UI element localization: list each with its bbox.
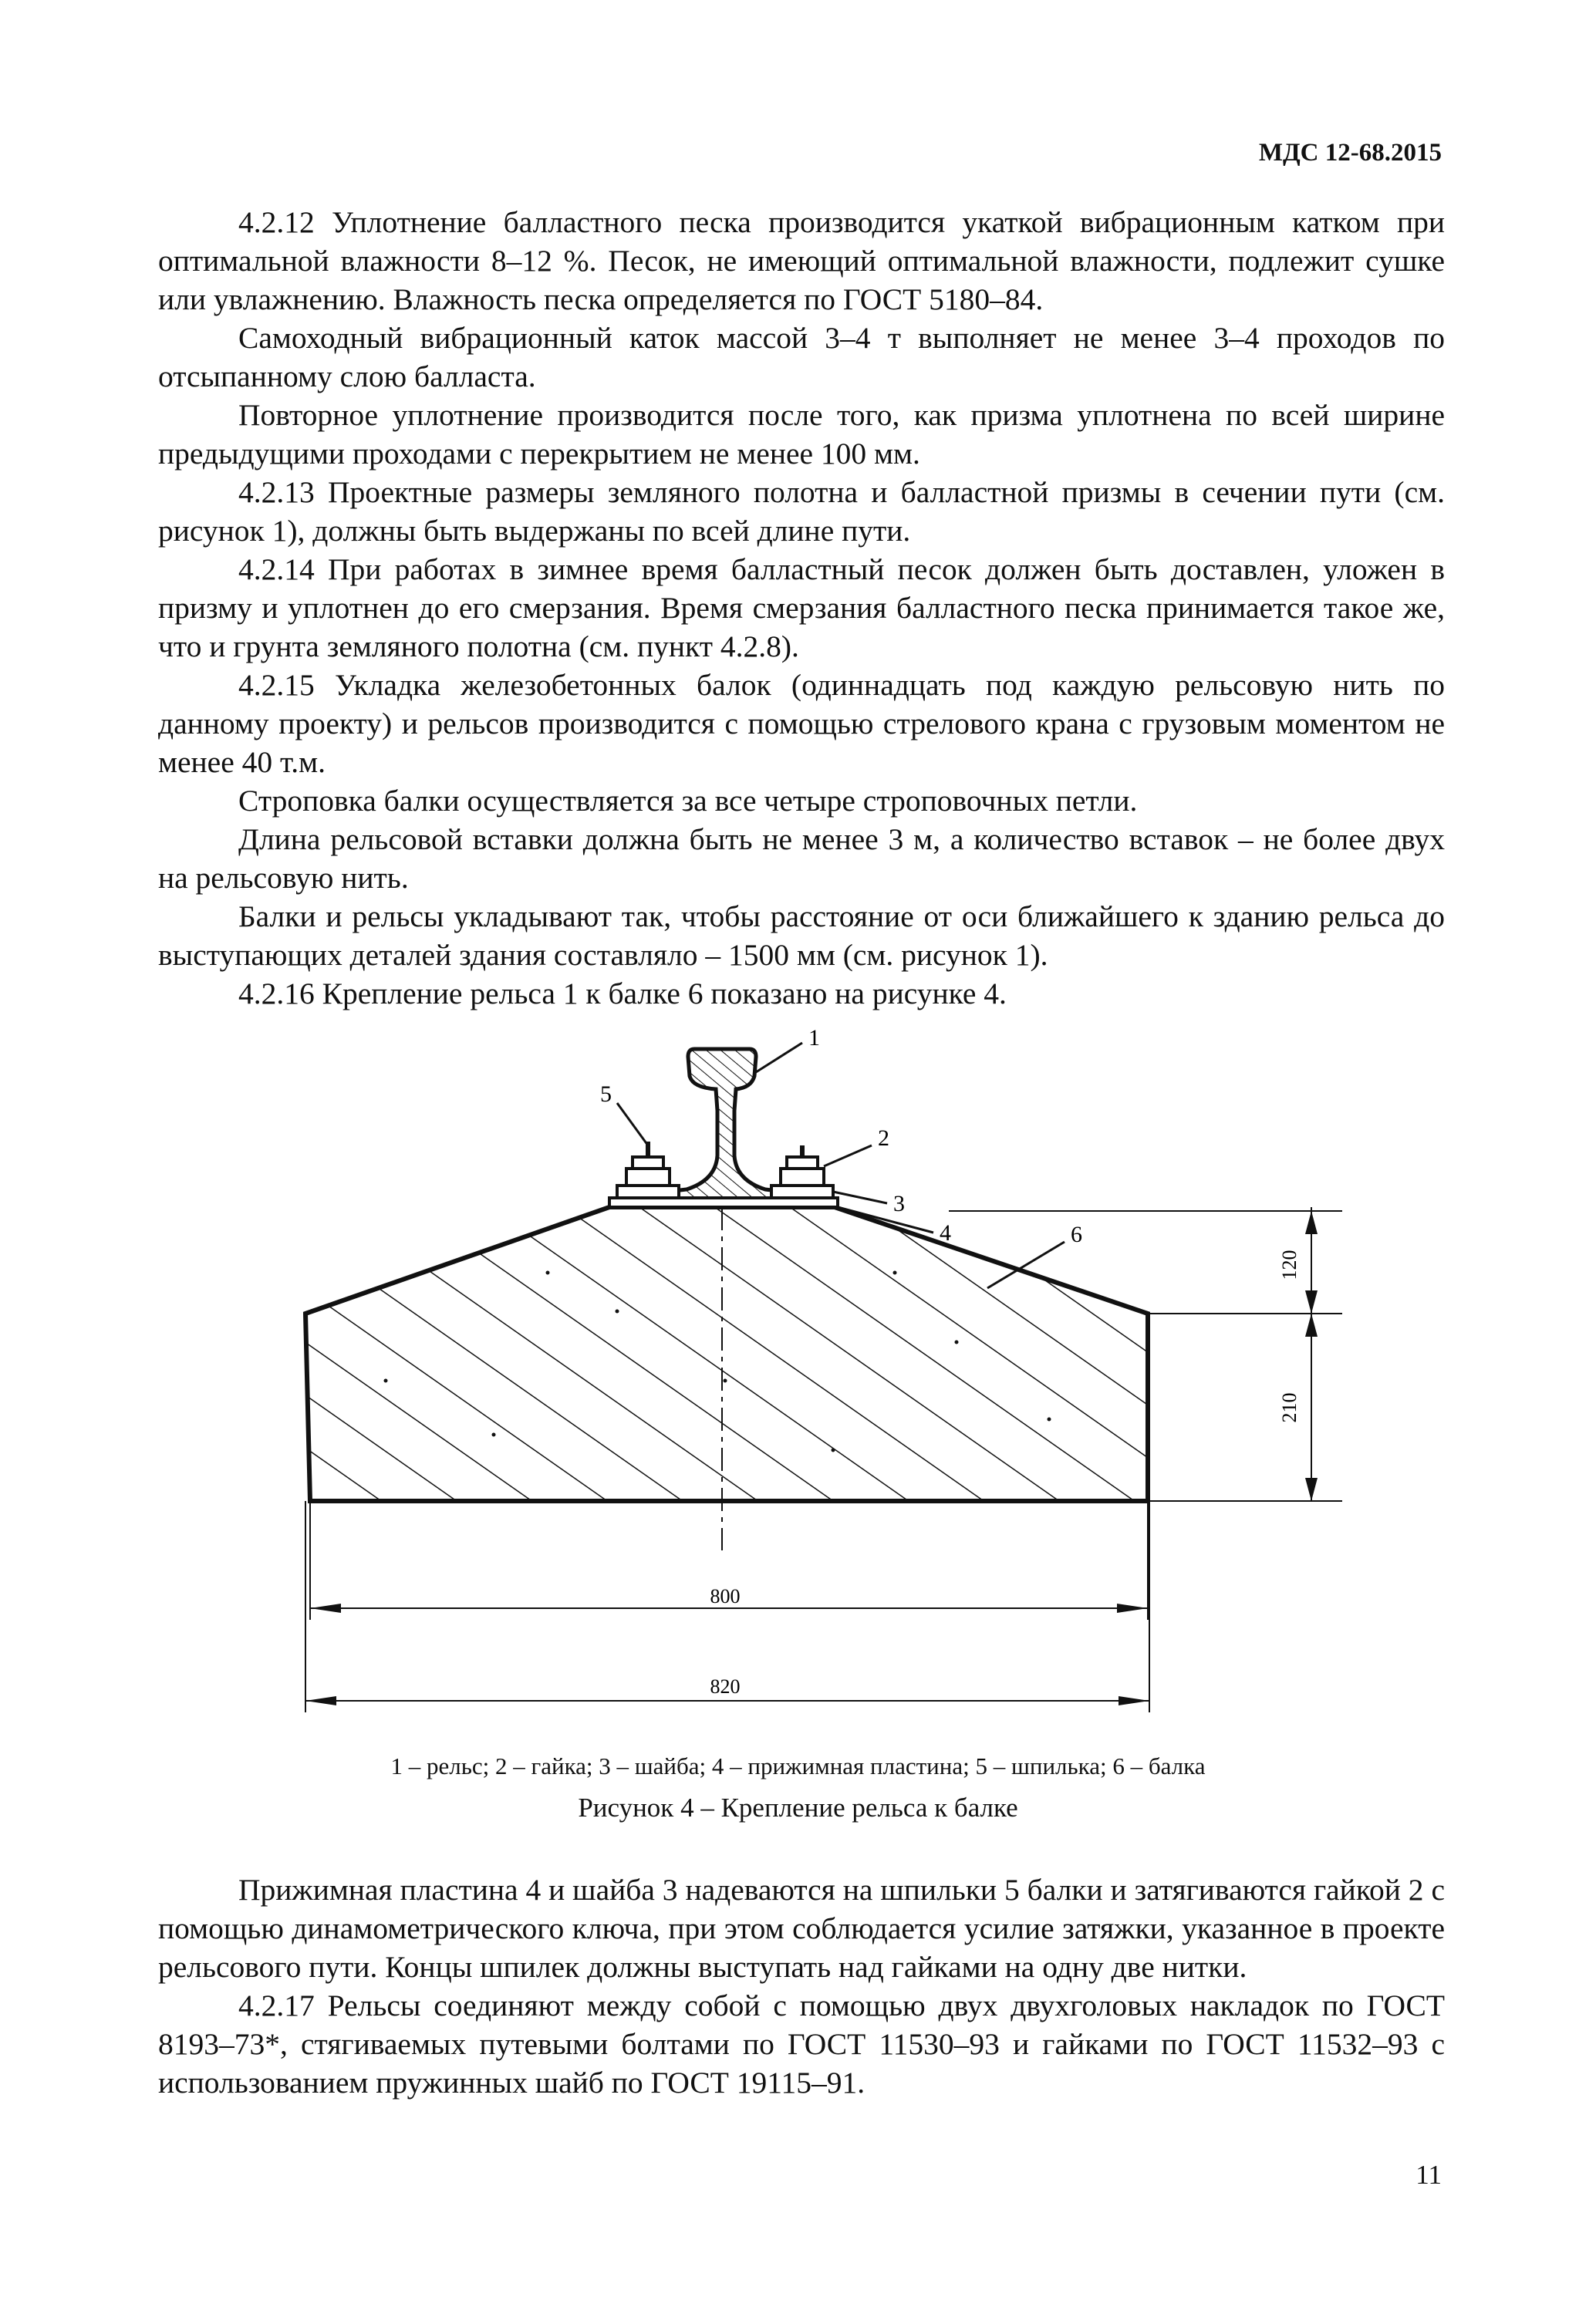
paragraph: 4.2.13 Проектные размеры земляного полотна и балластной призмы в сечении пути (см. рисунок 1), должны быть выдержаны по всей длине пути. <box>158 475 1445 548</box>
paragraph: Самоходный вибрационный каток массой 3–4 т выполняет не менее 3–4 проходов по отсыпанному слою балласта. <box>158 321 1445 393</box>
dimension-label: 820 <box>710 1675 741 1698</box>
paragraph: 4.2.12 Уплотнение балластного песка производится укаткой вибрационным катком при оптимальной влажности 8–12 %. Песок, не имеющий оптимальной влажности, подлежит сушке или увлажнению. Влажность песка определяется по ГОСТ 5180–84. <box>158 205 1445 316</box>
callout-label: 3 <box>893 1191 905 1216</box>
rail-fastening-drawing <box>293 1018 1342 1751</box>
paragraph: Повторное уплотнение производится после того, как призма уплотнена по всей ширине предыдущими проходами с перекрытием не менее 100 мм. <box>158 398 1445 471</box>
figure-legend: 1 – рельс; 2 – гайка; 3 – шайба; 4 – прижимная пластина; 5 – шпилька; 6 – балка <box>390 1752 1206 1779</box>
paragraph: 4.2.16 Крепление рельса 1 к балке 6 показано на рисунке 4. <box>238 977 1007 1010</box>
callout-label: 5 <box>600 1081 612 1107</box>
callout-label: 2 <box>878 1125 889 1151</box>
paragraph: Прижимная пластина 4 и шайба 3 надеваются на шпильки 5 балки и затягиваются гайкой 2 с помощью динамометрического ключа, при этом соблюдается усилие затяжки, указанное в проекте рельсового пути. Концы шпилек должны выступать над гайками на одну две нитки. <box>158 1873 1445 1984</box>
figure-caption: Рисунок 4 – Крепление рельса к балке <box>578 1793 1018 1823</box>
figure-rail-fastening <box>293 1018 1342 1751</box>
text-block-bottom <box>158 1870 1445 2102</box>
page-number: 11 <box>1415 2160 1442 2190</box>
paragraph: Строповка балки осуществляется за все четыре строповочных петли. <box>238 784 1138 818</box>
dimension-label: 210 <box>1278 1392 1301 1423</box>
paragraph: 4.2.17 Рельсы соединяют между собой с помощью двух двухголовых накладок по ГОСТ 8193–73*, стягиваемых путевыми болтами по ГОСТ 11530–93 и гайками по ГОСТ 11532–93 с использованием пружинных шайб по ГОСТ 19115–91. <box>158 1988 1445 2100</box>
paragraph: Длина рельсовой вставки должна быть не менее 3 м, а количество вставок – не более двух на рельсовую нить. <box>158 822 1445 895</box>
beam <box>305 1207 1148 1501</box>
paragraph: 4.2.15 Укладка железобетонных балок (одиннадцать под каждую рельсовую нить по данному проекту) и рельсов производится с помощью стрелового крана с грузовым моментом не менее 40 т.м. <box>158 668 1445 779</box>
dimension-label: 800 <box>710 1585 741 1607</box>
left-bolt-assembly <box>617 1142 679 1198</box>
paragraph: Балки и рельсы укладывают так, чтобы расстояние от оси ближайшего к зданию рельса до выступающих деталей здания составляло – 1500 мм (см. рисунок 1). <box>158 899 1445 972</box>
dimension-label: 120 <box>1278 1250 1301 1280</box>
right-bolt-assembly <box>771 1145 833 1198</box>
callout-label: 6 <box>1071 1222 1082 1247</box>
callout-label: 4 <box>940 1220 951 1246</box>
callout-label: 1 <box>808 1025 820 1051</box>
document-code: МДС 12-68.2015 <box>1258 139 1442 167</box>
paragraph: 4.2.14 При работах в зимнее время балластный песок должен быть доставлен, уложен в призму и уплотнен до его смерзания. Время смерзания балластного песка принимается такое же, что и грунта земляного полотна (см. пункт 4.2.8). <box>158 552 1445 663</box>
text-block-top <box>158 203 1445 1013</box>
